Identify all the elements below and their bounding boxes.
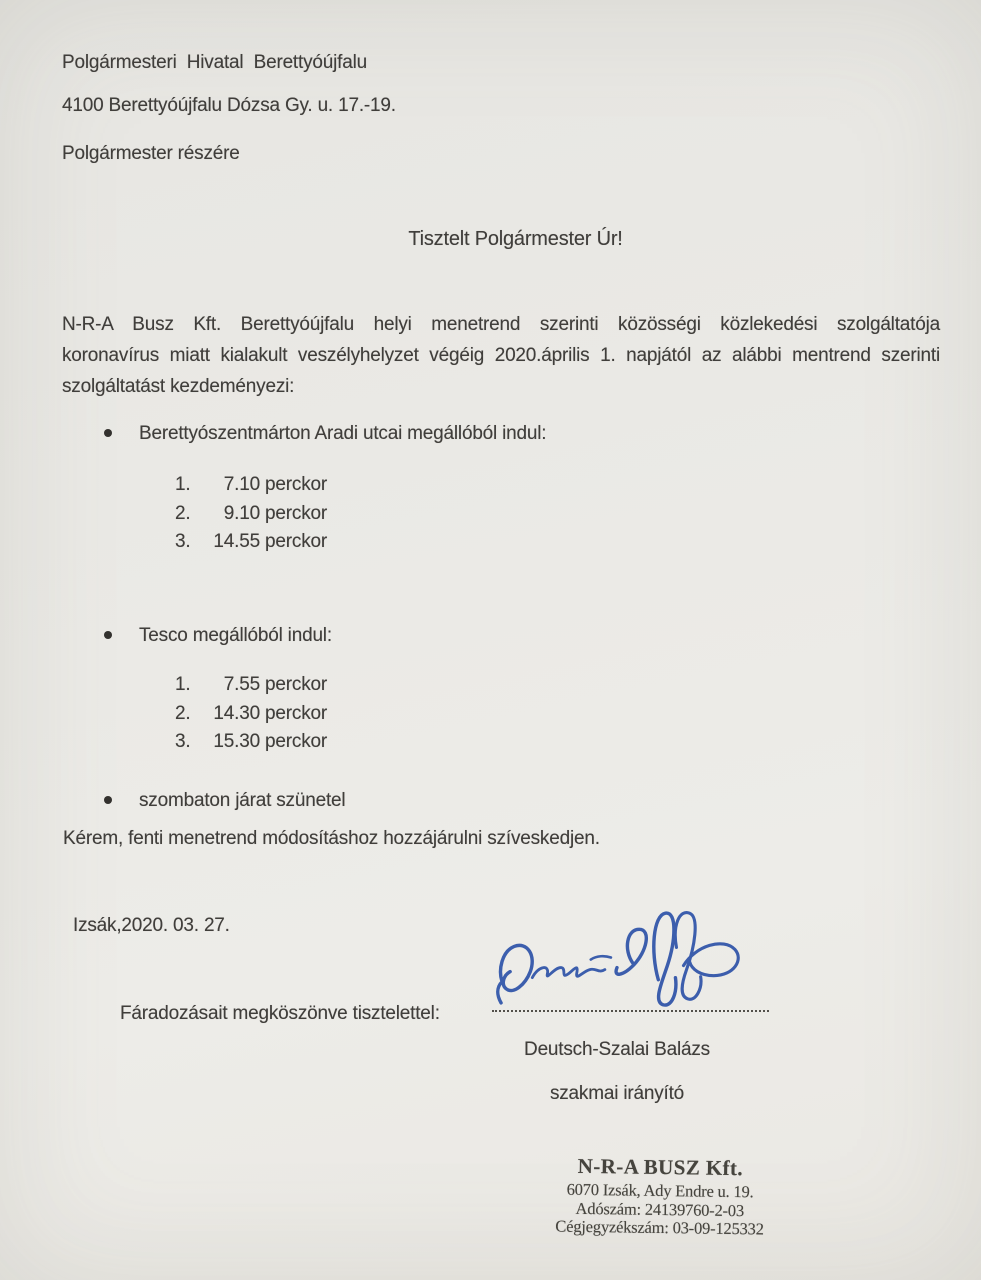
departure-time: 14.55 perckor [213, 531, 327, 552]
time-row [175, 474, 327, 503]
departure-time: 15.30 perckor [213, 731, 327, 752]
time-row [175, 731, 327, 760]
ordinal: 2. [175, 502, 191, 524]
closing-request: Kérem, fenti menetrend módosításhoz hozzájárulni szíveskedjen. [63, 828, 600, 849]
recipient-person: Polgármester részére [62, 143, 240, 164]
ordinal: 1. [175, 474, 191, 495]
time-row [175, 703, 327, 732]
body-line: koronavírus miatt kialakult veszélyhelyzet végéig 2020.április 1. napjától az alábbi mentrend szerinti [62, 345, 940, 366]
signer-title: szakmai irányító [549, 1083, 685, 1104]
time-row [175, 531, 327, 560]
recipient-office: Polgármesteri Hivatal Berettyóújfalu [62, 52, 367, 73]
stamp-address: 6070 Izsák, Ady Endre u. 19. [566, 1179, 754, 1202]
signature-dotted-line [492, 996, 769, 1012]
bullet-label-saturday: szombaton járat szünetel [139, 790, 346, 811]
stamp-registry-number: Cégjegyzékszám: 03-09-125332 [555, 1216, 764, 1239]
salutation: Tisztelt Polgármester Úr! [408, 228, 623, 250]
ordinal: 3. [175, 531, 191, 552]
ordinal: 1. [175, 674, 191, 695]
bullet-icon [104, 631, 112, 639]
ordinal: 3. [175, 731, 191, 752]
body-line: N-R-A Busz Kft. Berettyóújfalu helyi menetrend szerinti közösségi közlekedési szolgáltatója [62, 314, 940, 335]
date-line: Izsák,2020. 03. 27. [73, 915, 230, 936]
company-stamp [514, 1153, 805, 1240]
departure-time: 9.10 perckor [223, 502, 327, 524]
bullet-icon [104, 796, 112, 804]
departure-time: 7.55 perckor [223, 674, 327, 695]
recipient-address: 4100 Berettyóújfalu Dózsa Gy. u. 17.-19. [62, 95, 396, 116]
time-row [175, 503, 327, 532]
departure-times-tesco [175, 674, 327, 760]
departure-time: 7.10 perckor [223, 474, 327, 495]
departure-times-berettyoszentmarton [175, 474, 327, 560]
stamp-company-name: N-R-A BUSZ Kft. [577, 1153, 744, 1181]
bullet-label-tesco: Tesco megállóból indul: [139, 625, 332, 646]
handwritten-signature [494, 903, 746, 1009]
stamp-tax-number: Adószám: 24139760-2-03 [575, 1198, 745, 1220]
bullet-icon [104, 429, 112, 437]
closing-salutation: Fáradozásait megköszönve tisztelettel: [120, 1003, 440, 1024]
bullet-label-berettyoszentmarton: Berettyószentmárton Aradi utcai megállóból indul: [139, 423, 547, 444]
body-paragraph [62, 314, 940, 398]
time-row [175, 674, 327, 703]
ordinal: 2. [175, 702, 191, 724]
signer-name: Deutsch-Szalai Balázs [524, 1039, 710, 1060]
departure-time: 14.30 perckor [213, 702, 327, 724]
body-line: szolgáltatást kezdeményezi: [62, 376, 295, 397]
